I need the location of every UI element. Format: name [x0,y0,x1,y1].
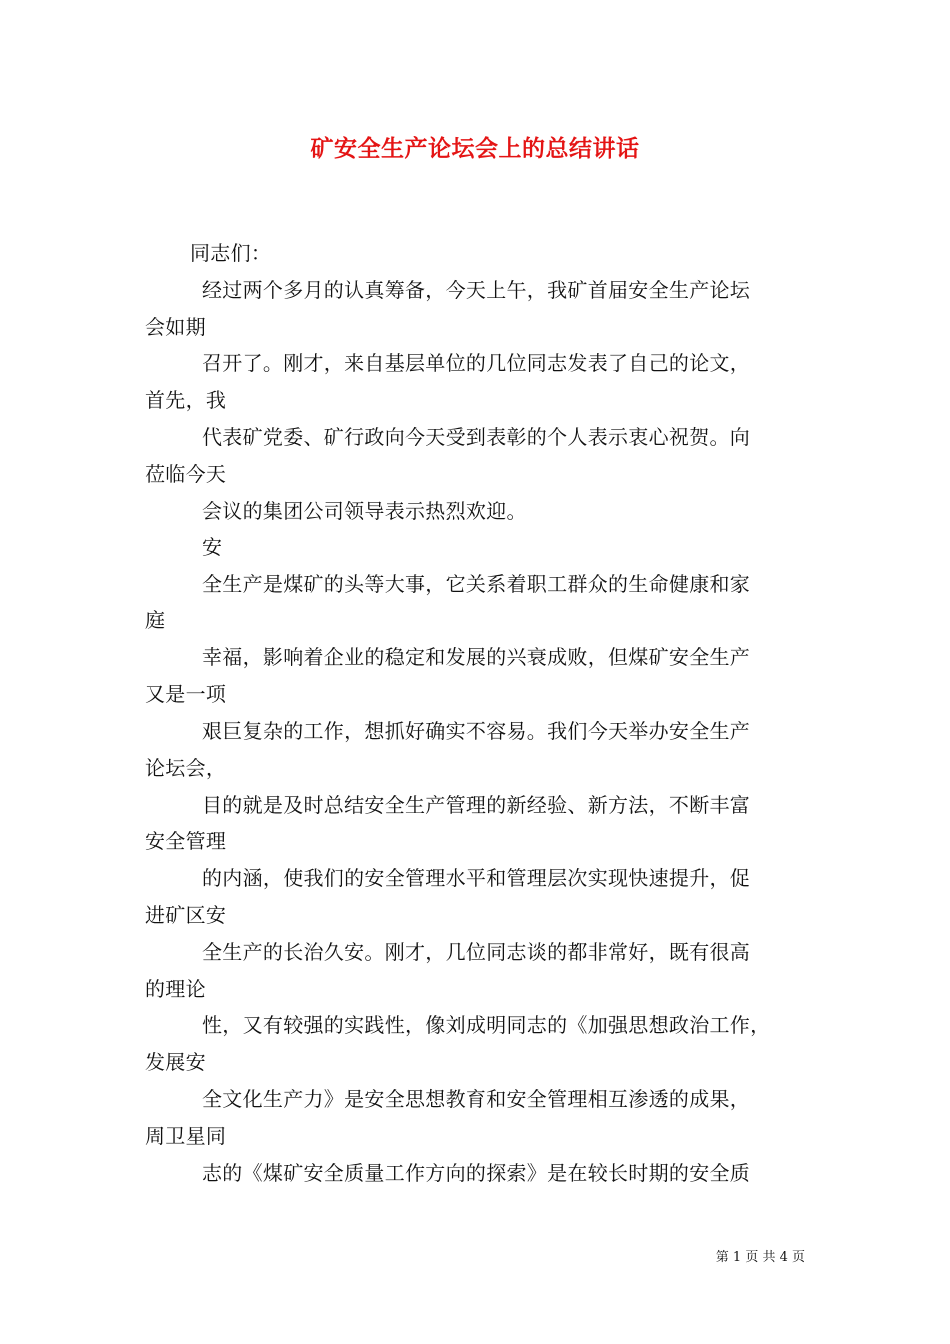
paragraph-line: 发展安 [145,1050,206,1074]
paragraph-line: 安全管理 [145,829,227,853]
paragraph-line: 又是一项 [145,682,227,706]
paragraph-line: 会如期 [145,315,206,339]
paragraph-line: 志的《煤矿安全质量工作方向的探索》是在较长时期的安全质 [202,1161,751,1185]
paragraph-line: 召开了。刚才，来自基层单位的几位同志发表了自己的论文， [202,351,751,375]
greeting-line: 同志们： [190,241,272,265]
paragraph-line: 进矿区安 [145,903,227,927]
paragraph-line: 性，又有较强的实践性，像刘成明同志的《加强思想政治工作， [202,1013,771,1037]
paragraph-line: 代表矿党委、矿行政向今天受到表彰的个人表示衷心祝贺。向 [202,425,751,449]
paragraph-line: 全生产的长治久安。刚才，几位同志谈的都非常好，既有很高 [202,940,751,964]
paragraph-line: 幸福，影响着企业的稳定和发展的兴衰成败，但煤矿安全生产 [202,645,751,669]
paragraph-line: 周卫星同 [145,1124,227,1148]
paragraph-line: 庭 [145,608,166,632]
paragraph-line: 莅临今天 [145,462,227,486]
paragraph-line: 的理论 [145,977,206,1001]
paragraph-line: 的内涵，使我们的安全管理水平和管理层次实现快速提升，促 [202,866,751,890]
paragraph-line: 论坛会， [145,756,227,780]
paragraph-line: 经过两个多月的认真筹备，今天上午，我矿首届安全生产论坛 [202,278,751,302]
page-number-footer: 第 1 页 共 4 页 [715,1250,805,1265]
paragraph-line: 全生产是煤矿的头等大事，它关系着职工群众的生命健康和家 [202,572,751,596]
paragraph-line: 会议的集团公司领导表示热烈欢迎。 [202,499,527,523]
paragraph-line: 安 [202,535,223,559]
paragraph-line: 目的就是及时总结安全生产管理的新经验、新方法，不断丰富 [202,793,751,817]
document-title: 矿安全生产论坛会上的总结讲话 [310,135,640,162]
paragraph-line: 全文化生产力》是安全思想教育和安全管理相互渗透的成果， [202,1087,751,1111]
paragraph-line: 艰巨复杂的工作，想抓好确实不容易。我们今天举办安全生产 [202,719,751,743]
paragraph-line: 首先，我 [145,388,227,412]
